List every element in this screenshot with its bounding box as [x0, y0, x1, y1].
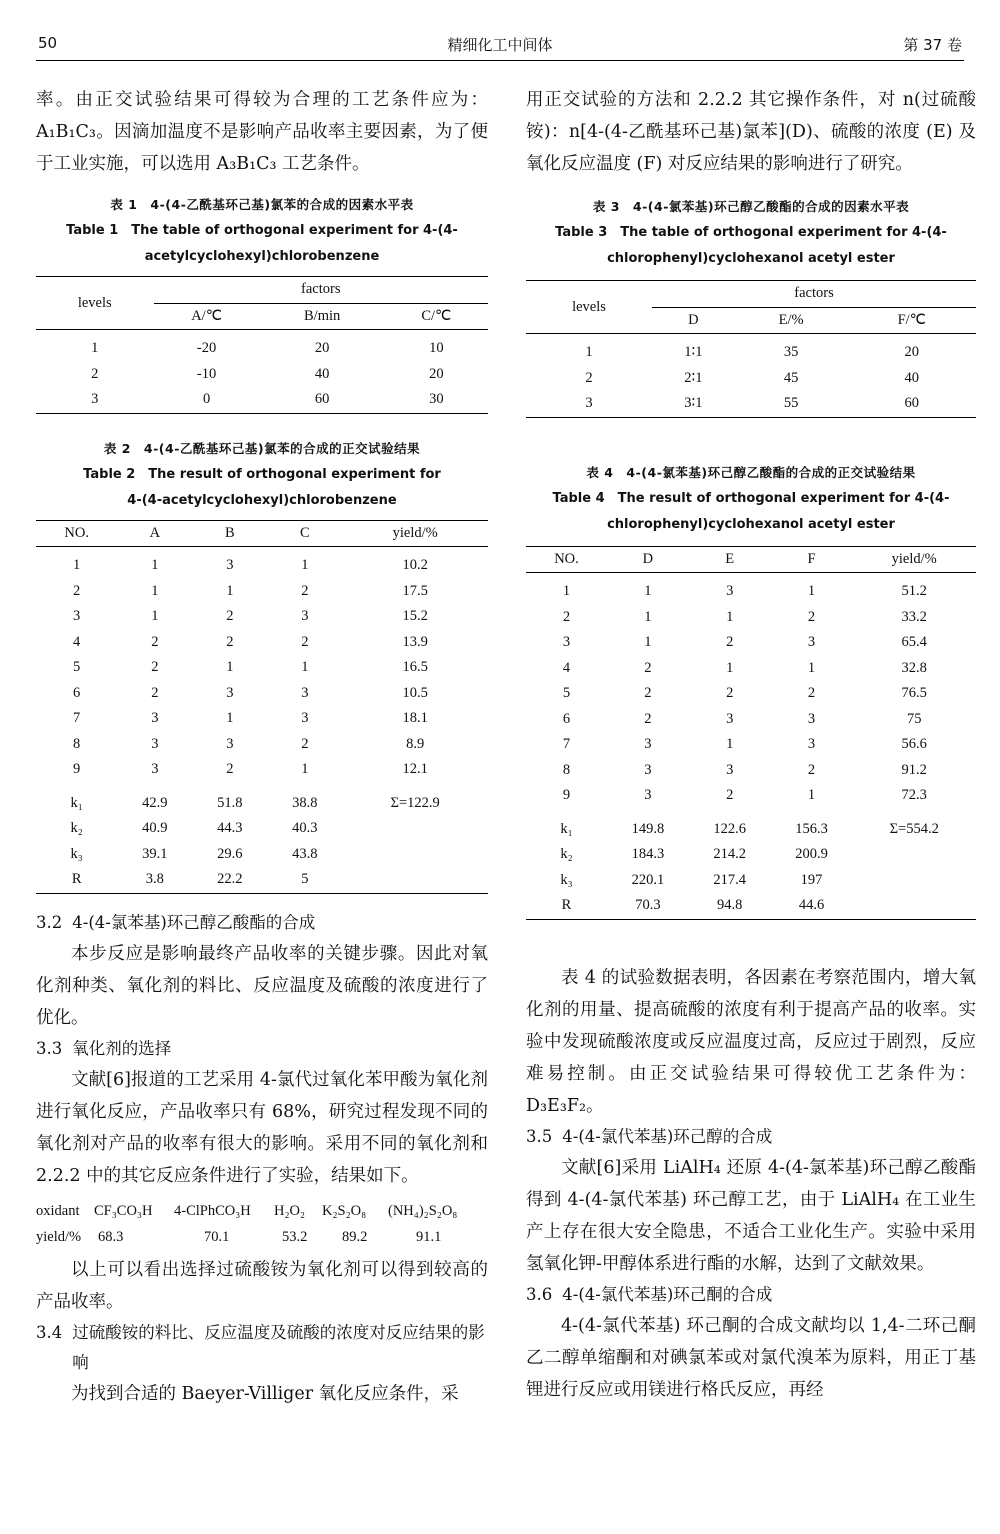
table4-cell: 1 — [726, 736, 734, 753]
paragraph-3-3: 文献[6]报道的工艺采用 4-氯代过氧化苯甲酸为氧化剂进行氧化反应，产品收率只有 68%，研究过程发现不同的氧化剂对产品的收率有很大的影响。采用不同的氧化剂和 2.2.2 中的其它反应条件进行了实验，结果如下。 — [36, 1069, 488, 1186]
table2-cell: 3 — [301, 684, 309, 701]
table2-cell: 9 — [73, 761, 81, 778]
table2-cell: 12.1 — [402, 761, 428, 778]
table1 — [36, 276, 488, 414]
table2-cell: 16.5 — [402, 659, 428, 676]
table1-cell: 40 — [314, 365, 330, 382]
table2-row — [36, 732, 488, 758]
table2-cell: k₂ — [70, 820, 83, 837]
table4-cell: 1 — [562, 583, 571, 600]
table2-row — [36, 816, 488, 842]
paragraph-3-4-cont: 用正交试验的方法和 2.2.2 其它操作条件，对 n(过硫酸铵)：n[4-(4-乙酰基环己基)氯苯](D)、硫酸的浓度 (E) 及氧化反应温度 (F) 对反应结果的影响进行了研究。 — [526, 90, 976, 174]
table3-factors-header: factors — [652, 281, 976, 308]
table2-cell: k₁ — [70, 794, 83, 811]
table4-cell: 2 — [726, 787, 734, 804]
table4-cell: 1 — [726, 659, 734, 676]
table3-cell: 40 — [904, 369, 920, 386]
oxidant-item: 4-ClPhCO₃H — [174, 1202, 251, 1219]
table2-row — [36, 842, 488, 868]
table4-cell: 1 — [807, 787, 816, 804]
table1-levels-header: levels — [36, 277, 154, 330]
table2-cell: 2 — [151, 684, 159, 701]
table3-cell: 1 — [585, 344, 593, 361]
table4-col-header: NO. — [526, 546, 607, 573]
oxidant-label: oxidant — [36, 1202, 80, 1219]
table3-cell: 35 — [783, 344, 799, 361]
table2-cell: 10.2 — [402, 557, 428, 574]
table2-row — [36, 630, 488, 656]
table2-row — [36, 867, 488, 893]
table4-cell: 2 — [726, 634, 734, 651]
table4-row — [526, 758, 976, 784]
table4-cell: 3 — [807, 710, 816, 727]
table4-cell: 1 — [726, 608, 734, 625]
table4-cell: R — [526, 893, 607, 919]
table3-levels-header: levels — [526, 281, 652, 334]
table4-cell: 94.8 — [689, 893, 771, 919]
right-column — [526, 84, 976, 1406]
table3-cell: 3 — [526, 391, 652, 417]
page-number: 50 — [38, 34, 58, 52]
table4-cell: 32.8 — [901, 659, 927, 676]
table1-row — [36, 362, 488, 388]
table2-cell: 1 — [301, 659, 309, 676]
table4-cell: 76.5 — [901, 685, 927, 702]
table4-cell: k₂ — [560, 846, 573, 863]
table2-cell: 43.8 — [292, 845, 318, 862]
table2-cell: Σ=122.9 — [390, 794, 440, 811]
table4-col-header: F — [771, 546, 853, 573]
paragraph-3-6: 4-(4-氯代苯基) 环己酮的合成文献均以 1,4-二环己酮乙二醇单缩酮和对碘氯苯或对氯代溴苯为原料，用正丁基锂进行反应或用镁进行格氏反应，再经 — [526, 1315, 976, 1400]
table2-cell: k₃ — [70, 845, 83, 862]
table4-row — [526, 681, 976, 707]
table3-cell: 1∶1 — [684, 344, 703, 361]
table4-cell: 3 — [644, 761, 652, 778]
table2-cell: 1 — [151, 557, 159, 574]
table2-cell: 2 — [151, 633, 159, 650]
table2-row — [36, 706, 488, 732]
table2-cell: 2 — [301, 582, 309, 599]
table2-cell: 44.3 — [217, 820, 243, 837]
table4-cell: 3 — [807, 634, 816, 651]
running-header — [36, 30, 964, 61]
table2 — [36, 520, 488, 894]
paragraph-3-4: 为找到合适的 Baeyer-Villiger 氧化反应条件，采 — [71, 1383, 459, 1404]
table4-row — [526, 605, 976, 631]
table4-cell: 2 — [807, 608, 816, 625]
table4-cell: 5 — [562, 685, 571, 702]
table1-caption-en-1: Table 1 The table of orthogonal experiment for 4-(4- — [66, 223, 458, 238]
table2-cell — [342, 842, 488, 868]
table2-caption-en-2: 4-(4-acetylcyclohexyl)chlorobenzene — [127, 492, 397, 508]
table4-row — [526, 656, 976, 682]
table4-cell: 2 — [807, 761, 816, 778]
table2-cell: R — [36, 867, 117, 893]
oxidant-row — [36, 1198, 488, 1224]
table2-cell: 3 — [73, 608, 81, 625]
table4-cell: 51.2 — [901, 583, 927, 600]
table4-col-header: E — [689, 546, 771, 573]
left-column — [36, 84, 488, 1410]
table4-cell: 149.8 — [631, 820, 665, 837]
table2-cell: 10.5 — [402, 684, 428, 701]
table1-caption-cn: 表 1 4-(4-乙酰基环己基)氯苯的合成的因素水平表 — [110, 197, 414, 212]
table4-col-header: yield/% — [852, 546, 976, 573]
table4-cell: 214.2 — [713, 846, 747, 863]
table4-cell: 33.2 — [901, 608, 927, 625]
table2-cell: 51.8 — [217, 794, 243, 811]
yield-item: 70.1 — [204, 1228, 230, 1245]
table1-row — [36, 330, 488, 362]
table1-row — [36, 387, 488, 413]
table4-cell: 156.3 — [795, 820, 828, 837]
table2-cell: 5 — [73, 659, 81, 676]
table2-cell: 1 — [226, 582, 234, 599]
table2-cell: 3 — [226, 684, 234, 701]
table4-cell: 1 — [807, 659, 816, 676]
table4-cell: 2 — [644, 685, 652, 702]
table4-cell: 1 — [644, 583, 652, 600]
table2-cell: 3 — [151, 761, 159, 778]
table1-cell: 30 — [385, 387, 488, 413]
section-3-3-heading: 3.3 氧化剂的选择 — [36, 1038, 172, 1058]
table3-body — [526, 334, 976, 418]
table2-cell: 2 — [301, 633, 309, 650]
table2-row — [36, 655, 488, 681]
table4-row — [526, 573, 976, 605]
paragraph-intro: 率。由正交试验结果可得较为合理的工艺条件应为：A₁B₁C₃。因滴加温度不是影响产品收率主要因素，为了便于工业实施，可以选用 A₃B₁C₃ 工艺条件。 — [36, 90, 488, 174]
table4-cell: 122.6 — [713, 820, 747, 837]
table4-row — [526, 893, 976, 919]
table4-cell: 56.6 — [901, 736, 927, 753]
table1-cell: 2 — [91, 365, 99, 382]
paragraph-3-3b: 以上可以看出选择过硫酸铵为氧化剂可以得到较高的产品收率。 — [36, 1259, 488, 1312]
table4-caption-en-1: Table 4 The result of orthogonal experiment for 4-(4- — [552, 490, 950, 506]
yield-item: 68.3 — [98, 1228, 124, 1245]
table2-row — [36, 757, 488, 783]
table4-row — [526, 783, 976, 809]
oxidant-item: K₂S₂O₈ — [322, 1202, 367, 1219]
table1-caption-en-2: acetylcyclohexyl)chlorobenzene — [144, 249, 380, 264]
table4-cell: 1 — [644, 608, 652, 625]
table4-cell: 7 — [562, 736, 571, 753]
table3-cell: 3∶1 — [652, 391, 735, 417]
table2-cell: 1 — [151, 582, 159, 599]
table4-cell: 2 — [807, 685, 816, 702]
table2-cell: 2 — [226, 633, 234, 650]
table4-row — [526, 868, 976, 894]
table4-row — [526, 842, 976, 868]
yield-row — [36, 1224, 488, 1250]
table4-cell: 1 — [644, 634, 652, 651]
table2-cell — [342, 816, 488, 842]
table2-cell: 2 — [226, 761, 234, 778]
table2-cell: 2 — [73, 582, 81, 599]
table4-body — [526, 573, 976, 920]
table2-body — [36, 547, 488, 894]
table4-cell: 184.3 — [631, 846, 665, 863]
table4-row — [526, 732, 976, 758]
paragraph-3-5: 文献[6]采用 LiAlH₄ 还原 4-(4-氯苯基)环己醇乙酸酯得到 4-(4-氯代苯基) 环己醇工艺，由于 LiAlH₄ 在工业生产上存在很大安全隐患，不适合工业化生产。实验中采用氢氧化钾-甲醇体系进行酯的水解，达到了文献效果。 — [526, 1157, 976, 1274]
table3-cell: 20 — [904, 344, 920, 361]
table4-row — [526, 707, 976, 733]
table4-cell: 3 — [726, 583, 734, 600]
table2-cell: 1 — [301, 557, 309, 574]
table2-cell: 3 — [301, 608, 309, 625]
table4-row — [526, 809, 976, 843]
table2-row — [36, 783, 488, 817]
table4-cell: 72.3 — [901, 787, 927, 804]
table4-cell: 9 — [562, 787, 571, 804]
table3-cell: 2 — [585, 369, 593, 386]
table2-col-header: B — [192, 520, 267, 547]
table4-cell: 2 — [644, 659, 652, 676]
table1-col-header: B/min — [260, 303, 385, 330]
table4-cell: 8 — [562, 761, 571, 778]
table2-cell: 1 — [73, 557, 81, 574]
table4-cell: k₁ — [560, 820, 573, 837]
table3 — [526, 280, 976, 418]
table1-cell: 3 — [36, 387, 154, 413]
table4 — [526, 546, 976, 920]
table4-cell: 2 — [644, 710, 652, 727]
table2-cell: 1 — [151, 608, 159, 625]
yield-item: 53.2 — [282, 1228, 308, 1245]
table2-cell: 3 — [151, 735, 159, 752]
table2-cell: 8 — [73, 735, 81, 752]
table4-cell: 6 — [562, 710, 571, 727]
section-3-6-heading: 3.6 4-(4-氯代苯基)环己酮的合成 — [526, 1284, 773, 1304]
table2-cell: 2 — [301, 735, 309, 752]
section-3-4-heading: 3.4 过硫酸铵的料比、反应温度及硫酸的浓度对反应结果的影响 — [36, 1322, 485, 1372]
table3-col-header: F/℃ — [848, 307, 976, 334]
table4-cell: 44.6 — [771, 893, 853, 919]
yield-label: yield/% — [36, 1228, 82, 1245]
table2-cell: 8.9 — [406, 735, 425, 752]
table3-row — [526, 366, 976, 392]
table4-cell: 220.1 — [631, 871, 665, 888]
table2-cell: 40.3 — [292, 820, 318, 837]
table2-cell: 40.9 — [142, 820, 168, 837]
table2-cell: 17.5 — [402, 582, 428, 599]
table4-cell: 91.2 — [901, 761, 927, 778]
table2-caption-en-1: Table 2 The result of orthogonal experiment for — [83, 466, 441, 482]
yield-item: 89.2 — [342, 1228, 368, 1245]
table1-cell: 0 — [154, 387, 260, 413]
table2-cell: 3 — [226, 557, 234, 574]
table4-cell: 197 — [800, 871, 823, 888]
table1-col-header: A/℃ — [154, 303, 260, 330]
yield-item: 91.1 — [416, 1228, 442, 1245]
table4-cell: 3 — [562, 634, 571, 651]
table4-cell: 217.4 — [713, 871, 747, 888]
table2-cell: 3.8 — [117, 867, 192, 893]
volume-label: 第 37 卷 — [903, 36, 962, 54]
table4-cell: 65.4 — [901, 634, 927, 651]
table4-cell: 200.9 — [795, 846, 828, 863]
table2-cell — [342, 867, 488, 893]
table4-cell: 3 — [644, 787, 652, 804]
table3-caption-cn: 表 3 4-(4-氯苯基)环己醇乙酸酯的合成的因素水平表 — [592, 199, 910, 214]
table2-cell: 22.2 — [192, 867, 267, 893]
table2-cell: 42.9 — [142, 794, 168, 811]
table4-caption-cn: 表 4 4-(4-氯苯基)环己醇乙酸酯的合成的正交试验结果 — [586, 464, 916, 480]
table4-cell: k₃ — [560, 871, 573, 888]
table4-cell: 3 — [807, 736, 816, 753]
table1-cell: 20 — [314, 340, 330, 357]
table3-caption-en-1: Table 3 The table of orthogonal experiment for 4-(4- — [555, 225, 947, 240]
table4-cell — [852, 893, 976, 919]
table2-cell: 39.1 — [142, 845, 168, 862]
table2-row — [36, 579, 488, 605]
table3-col-header: E/% — [735, 307, 848, 334]
table2-col-header: C — [267, 520, 342, 547]
table2-cell: 18.1 — [402, 710, 428, 727]
table1-factors-header: factors — [154, 277, 488, 304]
oxidant-item: CF₃CO₃H — [94, 1202, 153, 1219]
table3-cell: 55 — [735, 391, 848, 417]
table3-caption-en-2: chlorophenyl)cyclohexanol acetyl ester — [607, 251, 895, 266]
table3-col-header: D — [652, 307, 735, 334]
table4-cell: 70.3 — [607, 893, 689, 919]
table3-row — [526, 334, 976, 366]
journal-title: 精细化工中间体 — [447, 36, 553, 54]
table2-cell: 1 — [301, 761, 309, 778]
table2-cell: 3 — [151, 710, 159, 727]
table4-cell — [852, 842, 976, 868]
table2-cell: 2 — [151, 659, 159, 676]
paragraph-table4-discussion: 表 4 的试验数据表明，各因素在考察范围内，增大氧化剂的用量、提高硫酸的浓度有利于提高产品的收率。实验中发现硫酸浓度或反应温度过高，反应过于剧烈，反应难易控制。由正交试验结果可得较优工艺条件为：D₃E₃F₂。 — [526, 967, 976, 1116]
table2-cell: 15.2 — [402, 608, 428, 625]
table1-cell: 20 — [429, 365, 444, 382]
table3-cell: 2∶1 — [684, 369, 703, 386]
table4-cell: 4 — [562, 659, 571, 676]
table4-row — [526, 630, 976, 656]
table4-caption-en-2: chlorophenyl)cyclohexanol acetyl ester — [607, 516, 895, 532]
table1-col-header: C/℃ — [385, 303, 488, 330]
table4-cell: 2 — [562, 608, 571, 625]
table2-row — [36, 681, 488, 707]
table2-cell: 3 — [226, 735, 234, 752]
table2-col-header: yield/% — [342, 520, 488, 547]
table1-cell: 10 — [429, 340, 444, 357]
table2-cell: 1 — [226, 659, 234, 676]
table2-cell: 3 — [301, 710, 309, 727]
table1-body — [36, 330, 488, 414]
table2-cell: 1 — [226, 710, 234, 727]
table2-col-header: NO. — [36, 520, 117, 547]
table1-cell: 60 — [260, 387, 385, 413]
table4-cell: 3 — [644, 736, 652, 753]
table4-cell: 1 — [807, 583, 816, 600]
table2-cell: 7 — [73, 710, 81, 727]
table3-cell: 60 — [848, 391, 976, 417]
table4-cell: 75 — [906, 710, 922, 727]
table1-cell: 1 — [91, 340, 99, 357]
table2-cell: 13.9 — [402, 633, 428, 650]
table4-cell: 3 — [726, 761, 734, 778]
table4-cell — [852, 868, 976, 894]
table2-cell: 4 — [73, 633, 81, 650]
table2-cell: 6 — [73, 684, 81, 701]
table3-cell: 45 — [783, 369, 799, 386]
oxidant-item: (NH₄)₂S₂O₈ — [388, 1202, 458, 1219]
section-3-2-heading: 3.2 4-(4-氯苯基)环己醇乙酸酯的合成 — [36, 912, 316, 932]
oxidant-item: H₂O₂ — [274, 1202, 306, 1219]
table4-cell: 2 — [726, 685, 734, 702]
table2-caption-cn: 表 2 4-(4-乙酰基环己基)氯苯的合成的正交试验结果 — [103, 440, 421, 456]
table2-cell: 29.6 — [217, 845, 243, 862]
table4-cell: 3 — [726, 710, 734, 727]
table2-cell: 38.8 — [292, 794, 318, 811]
table1-cell: -20 — [196, 340, 217, 357]
table3-row — [526, 391, 976, 417]
table4-cell: Σ=554.2 — [889, 820, 939, 837]
section-3-5-heading: 3.5 4-(4-氯代苯基)环己醇的合成 — [526, 1126, 773, 1146]
table2-cell: 5 — [267, 867, 342, 893]
table2-row — [36, 547, 488, 579]
table4-col-header: D — [607, 546, 689, 573]
table2-col-header: A — [117, 520, 192, 547]
table1-cell: -10 — [196, 365, 217, 382]
table2-cell: 2 — [226, 608, 234, 625]
paragraph-3-2: 本步反应是影响最终产品收率的关键步骤。因此对氧化剂种类、氧化剂的料比、反应温度及硫酸的浓度进行了优化。 — [36, 943, 488, 1028]
table2-row — [36, 604, 488, 630]
